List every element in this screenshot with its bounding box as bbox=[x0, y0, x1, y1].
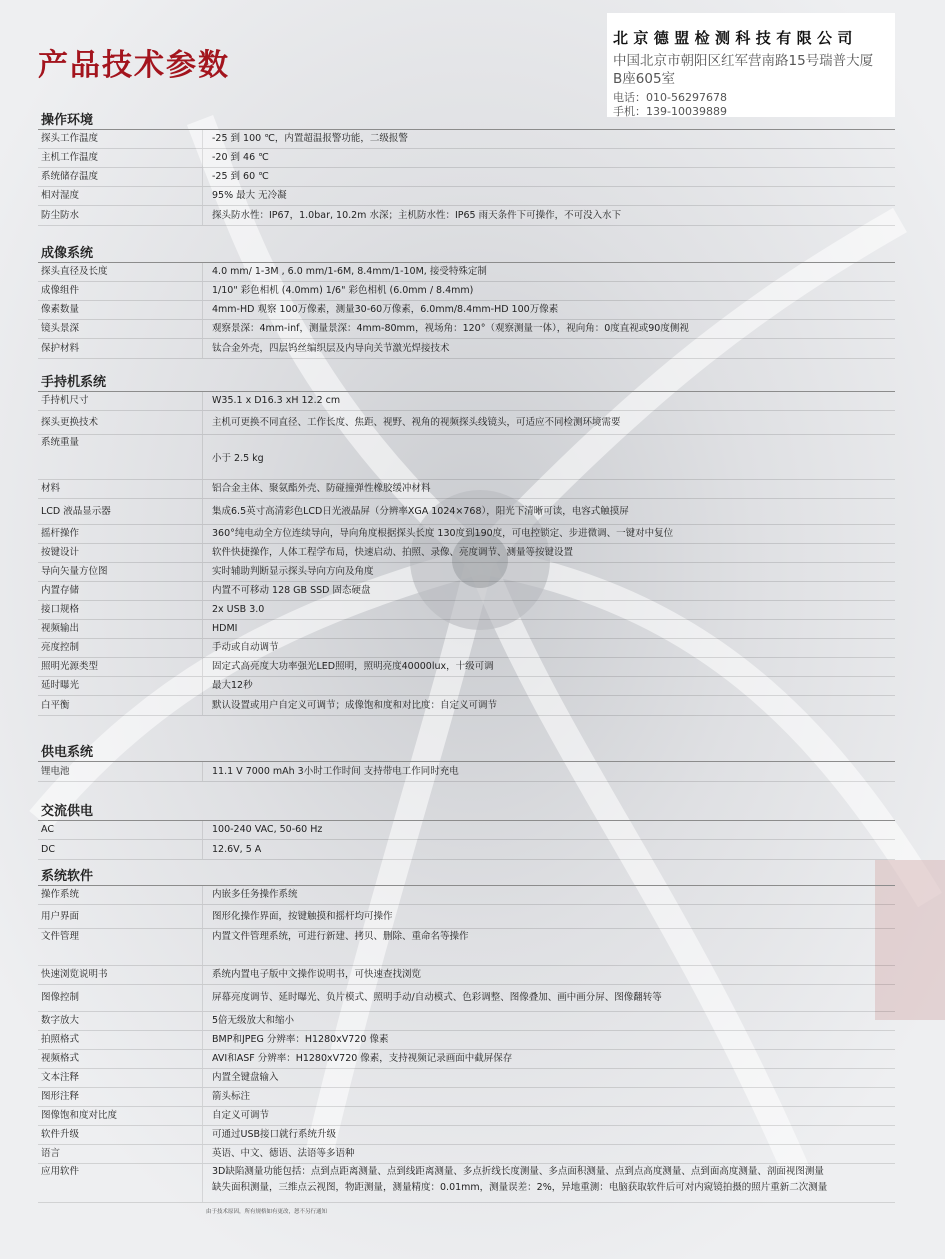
spec-row bbox=[38, 821, 895, 840]
spec-row bbox=[38, 985, 895, 1012]
section bbox=[38, 744, 895, 782]
spec-row bbox=[38, 1126, 895, 1145]
spec-value: -25 到 60 ℃ bbox=[212, 171, 269, 182]
spec-value: 3D缺陷测量功能包括：点到点距离测量、点到线距离测量、多点折线长度测量、多点面积测量、点到点高度测量、点到面高度测量、剖面视图测量 缺失面积测量，三维点云视图，物距测量，测量精度：0.01mm，测量误差：2%，异地重测：电脑获取软件后可对内窥镜拍摄的照片重新二次测量 bbox=[212, 1166, 828, 1193]
spec-row bbox=[38, 411, 895, 435]
company-name: 北京德盟检测科技有限公司 bbox=[613, 29, 858, 47]
section bbox=[38, 112, 895, 226]
spec-label: 软件升级 bbox=[38, 1126, 203, 1144]
page-title: 产品技术参数 bbox=[38, 48, 230, 83]
spec-label: 文件管理 bbox=[38, 929, 203, 965]
spec-row bbox=[38, 1164, 895, 1203]
spec-value: 固定式高亮度大功率强光LED照明，照明亮度40000lux，十级可调 bbox=[212, 661, 494, 672]
spec-row bbox=[38, 435, 895, 480]
spec-value: 2x USB 3.0 bbox=[212, 604, 265, 615]
spec-value: 主机可更换不同直径、工作长度、焦距、视野、视角的视频探头线镜头，可适应不同检测环境需要 bbox=[212, 417, 621, 428]
spec-value: 11.1 V 7000 mAh 3小时工作时间 支持带电工作同时充电 bbox=[212, 766, 459, 777]
section-title: 成像系统 bbox=[38, 245, 895, 263]
spec-value: 系统内置电子版中文操作说明书，可快速查找浏览 bbox=[212, 969, 422, 980]
company-info-box bbox=[607, 13, 895, 117]
spec-label: 成像组件 bbox=[38, 282, 203, 300]
spec-row bbox=[38, 1031, 895, 1050]
spec-row bbox=[38, 1107, 895, 1126]
spec-label: 镜头景深 bbox=[38, 320, 203, 338]
spec-row bbox=[38, 620, 895, 639]
spec-value: 探头防水性：IP67，1.0bar, 10.2m 水深；主机防水性：IP65 雨天条件下可操作，不可没入水下 bbox=[212, 210, 622, 221]
spec-row bbox=[38, 149, 895, 168]
spec-value: 5倍无级放大和缩小 bbox=[212, 1015, 295, 1026]
spec-row bbox=[38, 563, 895, 582]
spec-label: 探头工作温度 bbox=[38, 130, 203, 148]
spec-value: W35.1 x D16.3 xH 12.2 cm bbox=[212, 395, 341, 406]
spec-value: 可通过USB接口就行系统升级 bbox=[212, 1129, 337, 1140]
spec-value: 集成6.5英寸高清彩色LCD日光液晶屏（分辨率XGA 1024×768），阳光下清晰可读，电容式触摸屏 bbox=[212, 506, 629, 517]
spec-row bbox=[38, 480, 895, 499]
spec-label: 系统储存温度 bbox=[38, 168, 203, 186]
spec-value: 4.0 mm/ 1-3M , 6.0 mm/1-6M, 8.4mm/1-10M, 接受特殊定制 bbox=[212, 266, 487, 277]
spec-row bbox=[38, 677, 895, 696]
spec-row bbox=[38, 840, 895, 860]
spec-label: 导向矢量方位图 bbox=[38, 563, 203, 581]
spec-label: 快速浏览说明书 bbox=[38, 966, 203, 984]
spec-label: 操作系统 bbox=[38, 886, 203, 904]
spec-label: 照明光源类型 bbox=[38, 658, 203, 676]
section bbox=[38, 245, 895, 359]
spec-value: 4mm-HD 观察 100万像素，测量30-60万像素，6.0mm/8.4mm-HD 100万像素 bbox=[212, 304, 559, 315]
spec-label: 探头直径及长度 bbox=[38, 263, 203, 281]
spec-label: 摇杆操作 bbox=[38, 525, 203, 543]
spec-row bbox=[38, 301, 895, 320]
spec-label: 延时曝光 bbox=[38, 677, 203, 695]
spec-value: 软件快捷操作，人体工程学布局，快速启动、拍照、录像、亮度调节、测量等按键设置 bbox=[212, 547, 574, 558]
spec-label: 用户界面 bbox=[38, 905, 203, 928]
spec-row bbox=[38, 525, 895, 544]
spec-label: 图像饱和度对比度 bbox=[38, 1107, 203, 1125]
spec-label: 锂电池 bbox=[38, 762, 203, 781]
section bbox=[38, 374, 895, 716]
section-title: 交流供电 bbox=[38, 803, 895, 821]
spec-row bbox=[38, 282, 895, 301]
spec-value: 360°纯电动全方位连续导向，导向角度根据探头长度 130度到190度，可电控锁定、步进微调、一键对中复位 bbox=[212, 528, 674, 539]
spec-row bbox=[38, 929, 895, 966]
spec-label: 相对湿度 bbox=[38, 187, 203, 205]
spec-label: 图像控制 bbox=[38, 985, 203, 1011]
spec-label: 像素数量 bbox=[38, 301, 203, 319]
spec-value: 内嵌多任务操作系统 bbox=[212, 889, 298, 900]
spec-value: 铝合金主体、聚氨酯外壳、防碰撞弹性橡胶缓冲材料 bbox=[212, 483, 431, 494]
spec-label: LCD 液晶显示器 bbox=[38, 499, 203, 524]
spec-row bbox=[38, 544, 895, 563]
spec-label: 文本注释 bbox=[38, 1069, 203, 1087]
spec-label: 数字放大 bbox=[38, 1012, 203, 1030]
spec-row bbox=[38, 966, 895, 985]
spec-row bbox=[38, 1012, 895, 1031]
section-title: 操作环境 bbox=[38, 112, 895, 130]
company-address bbox=[613, 52, 895, 88]
spec-value: AVI和ASF 分辨率：H1280xV720 像素，支持视频记录画面中截屏保存 bbox=[212, 1053, 513, 1064]
spec-value: 内置不可移动 128 GB SSD 固态硬盘 bbox=[212, 585, 371, 596]
company-mobile: 手机：139-10039889 bbox=[613, 105, 727, 118]
spec-value: 小于 2.5 kg bbox=[212, 453, 264, 464]
spec-value: 图形化操作界面，按键触摸和摇杆均可操作 bbox=[212, 911, 393, 922]
spec-value: 英语、中文、德语、法语等多语种 bbox=[212, 1148, 355, 1159]
spec-label: AC bbox=[38, 821, 203, 839]
spec-row bbox=[38, 905, 895, 929]
spec-value: 内置文件管理系统，可进行新建、拷贝、删除、重命名等操作 bbox=[212, 931, 469, 942]
section bbox=[38, 868, 895, 1203]
spec-row bbox=[38, 320, 895, 339]
spec-label: 材料 bbox=[38, 480, 203, 498]
spec-row bbox=[38, 130, 895, 149]
spec-row bbox=[38, 601, 895, 620]
spec-label: 白平衡 bbox=[38, 696, 203, 715]
company-phone: 电话：010-56297678 bbox=[613, 91, 727, 104]
spec-label: 探头更换技术 bbox=[38, 411, 203, 434]
spec-label: 应用软件 bbox=[38, 1164, 203, 1202]
spec-value: 观察景深：4mm-inf，测量景深：4mm-80mm，视场角：120°（观察测量一体），视向角：0度直视或90度侧视 bbox=[212, 323, 689, 334]
spec-value: 实时辅助判断显示探头导向方向及角度 bbox=[212, 566, 374, 577]
spec-row bbox=[38, 582, 895, 601]
spec-row bbox=[38, 696, 895, 716]
spec-label: 内置存储 bbox=[38, 582, 203, 600]
spec-label: 亮度控制 bbox=[38, 639, 203, 657]
spec-value: -25 到 100 ℃，内置超温报警功能，二级报警 bbox=[212, 133, 408, 144]
section bbox=[38, 803, 895, 860]
spec-row bbox=[38, 1145, 895, 1164]
spec-row bbox=[38, 1050, 895, 1069]
spec-label: 拍照格式 bbox=[38, 1031, 203, 1049]
spec-value: -20 到 46 ℃ bbox=[212, 152, 269, 163]
spec-label: 系统重量 bbox=[38, 435, 203, 479]
spec-value: 100-240 VAC, 50-60 Hz bbox=[212, 824, 323, 835]
spec-row bbox=[38, 639, 895, 658]
spec-value: 默认设置或用户自定义可调节；成像饱和度和对比度：自定义可调节 bbox=[212, 700, 498, 711]
spec-value: 12.6V, 5 A bbox=[212, 844, 262, 855]
section-title: 供电系统 bbox=[38, 744, 895, 762]
spec-label: 手持机尺寸 bbox=[38, 392, 203, 410]
company-address-line1: 中国北京市朝阳区红军营南路15号瑞普大厦 bbox=[613, 53, 874, 69]
spec-row bbox=[38, 392, 895, 411]
spec-label: 接口规格 bbox=[38, 601, 203, 619]
spec-row bbox=[38, 168, 895, 187]
spec-row bbox=[38, 263, 895, 282]
spec-value: 最大12秒 bbox=[212, 680, 253, 691]
section-title: 手持机系统 bbox=[38, 374, 895, 392]
spec-label: 语言 bbox=[38, 1145, 203, 1163]
spec-label: 防尘防水 bbox=[38, 206, 203, 225]
spec-row bbox=[38, 1069, 895, 1088]
spec-row bbox=[38, 886, 895, 905]
spec-row bbox=[38, 339, 895, 359]
spec-value: BMP和JPEG 分辨率：H1280xV720 像素 bbox=[212, 1034, 389, 1045]
spec-value: 1/10" 彩色相机 (4.0mm) 1/6" 彩色相机 (6.0mm / 8.4mm) bbox=[212, 285, 474, 296]
spec-label: 按键设计 bbox=[38, 544, 203, 562]
spec-value: 手动或自动调节 bbox=[212, 642, 279, 653]
spec-label: 图形注释 bbox=[38, 1088, 203, 1106]
company-address-line2: B座605室 bbox=[613, 71, 676, 87]
spec-row bbox=[38, 1088, 895, 1107]
spec-value: HDMI bbox=[212, 623, 238, 634]
spec-label: 视频输出 bbox=[38, 620, 203, 638]
spec-label: 视频格式 bbox=[38, 1050, 203, 1068]
spec-row bbox=[38, 206, 895, 226]
footnote: 由于技术原因，所有规格如有更改，恕不另行通知 bbox=[206, 1209, 328, 1215]
spec-row bbox=[38, 499, 895, 525]
spec-row bbox=[38, 762, 895, 782]
spec-value: 屏幕亮度调节、延时曝光、负片模式、照明手动/自动模式、色彩调整、图像叠加、画中画分屏、图像翻转等 bbox=[212, 992, 662, 1003]
spec-label: DC bbox=[38, 840, 203, 859]
spec-label: 保护材料 bbox=[38, 339, 203, 358]
spec-label: 主机工作温度 bbox=[38, 149, 203, 167]
spec-value: 自定义可调节 bbox=[212, 1110, 270, 1121]
spec-value: 95% 最大 无冷凝 bbox=[212, 190, 287, 201]
section-title: 系统软件 bbox=[38, 868, 895, 886]
spec-value: 箭头标注 bbox=[212, 1091, 251, 1102]
spec-value: 钛合金外壳，四层钨丝编织层及内导向关节激光焊接技术 bbox=[212, 343, 450, 354]
spec-value: 内置全键盘输入 bbox=[212, 1072, 279, 1083]
spec-row bbox=[38, 187, 895, 206]
spec-row bbox=[38, 658, 895, 677]
